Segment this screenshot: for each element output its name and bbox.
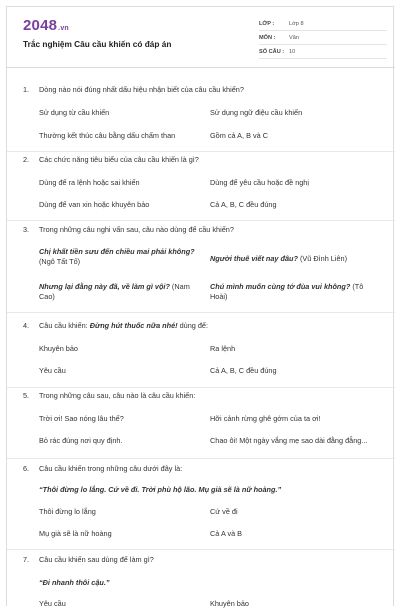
question-text: Câu cầu khiến sau dùng để làm gì? bbox=[39, 555, 154, 564]
option-b[interactable] bbox=[210, 254, 378, 264]
option-d[interactable]: Chao ôi! Một ngày vắng mẹ sao dài đằng đẵng... bbox=[210, 436, 368, 445]
question-quote: “Thôi đừng lo lắng. Cứ về đi. Trời phù hộ lão. Mụ già sẽ là nữ hoàng.” bbox=[39, 485, 282, 494]
question-divider bbox=[7, 458, 395, 459]
option-quote: Chú mình muốn cùng tớ đùa vui không? bbox=[210, 282, 351, 291]
option-b[interactable]: Hỡi cảnh rừng ghê gớm của ta ơi! bbox=[210, 414, 321, 423]
logo-suffix: .vn bbox=[58, 25, 69, 32]
question-number: 6. bbox=[23, 464, 30, 473]
option-b[interactable]: Dùng để yêu cầu hoặc đề nghị bbox=[210, 178, 309, 187]
option-a[interactable]: Trời ơi! Sao nóng lâu thế? bbox=[39, 414, 124, 423]
meta-key: SỐ CÂU : bbox=[259, 48, 285, 55]
option-source: (Tô Hoài) bbox=[210, 282, 364, 301]
option-source: (Vũ Đình Liên) bbox=[297, 254, 348, 263]
question-text: Câu cầu khiến trong những câu dưới đây là: bbox=[39, 464, 183, 473]
question-number: 7. bbox=[23, 555, 30, 564]
question-divider bbox=[7, 220, 395, 221]
header-divider bbox=[7, 67, 395, 68]
question-divider bbox=[7, 312, 395, 313]
option-a[interactable]: Yêu cầu bbox=[39, 599, 66, 608]
option-d[interactable]: Cả A, B, C đều đúng bbox=[210, 366, 277, 375]
question-quote: Đừng hút thuốc nữa nhé! bbox=[89, 321, 178, 330]
question-number: 5. bbox=[23, 391, 30, 400]
option-c[interactable]: Bỏ rác đúng nơi quy định. bbox=[39, 436, 123, 445]
question-text: Các chức năng tiêu biểu của câu cầu khiến là gì? bbox=[39, 155, 199, 164]
meta-value: Văn bbox=[289, 34, 299, 41]
option-b[interactable]: Ra lệnh bbox=[210, 344, 236, 353]
quiz-meta bbox=[259, 17, 387, 59]
meta-key: MÔN : bbox=[259, 34, 276, 41]
question-text: Trong những câu sau, câu nào là câu cầu khiến: bbox=[39, 391, 196, 400]
meta-row-class bbox=[259, 17, 387, 31]
logo-text: 2048 bbox=[23, 17, 58, 34]
option-c[interactable]: Mụ già sẽ là nữ hoàng bbox=[39, 529, 112, 538]
header bbox=[7, 7, 395, 63]
option-a[interactable]: Thôi đừng lo lắng bbox=[39, 507, 96, 516]
question-quote: “Đi nhanh thôi cậu.” bbox=[39, 578, 110, 587]
option-source: (Nam Cao) bbox=[39, 282, 190, 301]
option-b[interactable]: Khuyên bảo bbox=[210, 599, 249, 608]
question-text bbox=[39, 321, 379, 331]
meta-value: Lớp 8 bbox=[289, 20, 304, 27]
option-quote: Người thuê viết nay đâu? bbox=[210, 254, 298, 263]
option-b[interactable]: Cứ về đi bbox=[210, 507, 238, 516]
question-divider bbox=[7, 151, 395, 152]
meta-key: LỚP : bbox=[259, 20, 275, 27]
question-text: Trong những câu nghi vấn sau, câu nào dùng để cầu khiến? bbox=[39, 225, 234, 234]
option-c[interactable]: Dùng để van xin hoặc khuyên bảo bbox=[39, 200, 150, 209]
question-number: 4. bbox=[23, 321, 30, 330]
option-a[interactable]: Dùng để ra lệnh hoặc sai khiến bbox=[39, 178, 140, 187]
option-a[interactable]: Khuyên bảo bbox=[39, 344, 78, 353]
option-source: (Ngô Tất Tố) bbox=[39, 257, 81, 266]
option-quote: Nhưng lại đằng này đã, về làm gì vội? bbox=[39, 282, 170, 291]
option-quote: Chị khất tiền sưu đến chiều mai phải không? bbox=[39, 247, 195, 256]
question-number: 3. bbox=[23, 225, 30, 234]
option-c[interactable]: Thường kết thúc câu bằng dấu chấm than bbox=[39, 131, 176, 140]
option-d[interactable]: Cả A, B, C đều đúng bbox=[210, 200, 277, 209]
question-number: 2. bbox=[23, 155, 30, 164]
quiz-page bbox=[6, 6, 394, 606]
question-divider bbox=[7, 387, 395, 388]
option-c[interactable]: Yêu cầu bbox=[39, 366, 66, 375]
meta-row-count bbox=[259, 45, 387, 59]
question-number: 1. bbox=[23, 85, 30, 94]
page-title: Trắc nghiệm Câu cầu khiến có đáp án bbox=[23, 39, 172, 49]
option-c[interactable] bbox=[39, 282, 207, 302]
option-d[interactable]: Gồm cả A, B và C bbox=[210, 131, 268, 140]
option-a[interactable]: Sử dụng từ cầu khiến bbox=[39, 108, 110, 117]
option-b[interactable]: Sử dụng ngữ điệu cầu khiến bbox=[210, 108, 303, 117]
site-logo[interactable] bbox=[23, 17, 69, 34]
option-d[interactable] bbox=[210, 282, 378, 302]
question-text-post: dùng để: bbox=[177, 321, 208, 330]
question-text: Dòng nào nói đúng nhất dấu hiệu nhận biết của câu cầu khiến? bbox=[39, 85, 244, 94]
option-d[interactable]: Cả A và B bbox=[210, 529, 243, 538]
question-divider bbox=[7, 549, 395, 550]
meta-value: 10 bbox=[289, 48, 296, 55]
meta-row-subject bbox=[259, 31, 387, 45]
question-text-pre: Câu cầu khiến: bbox=[39, 321, 90, 330]
option-a[interactable] bbox=[39, 247, 207, 267]
